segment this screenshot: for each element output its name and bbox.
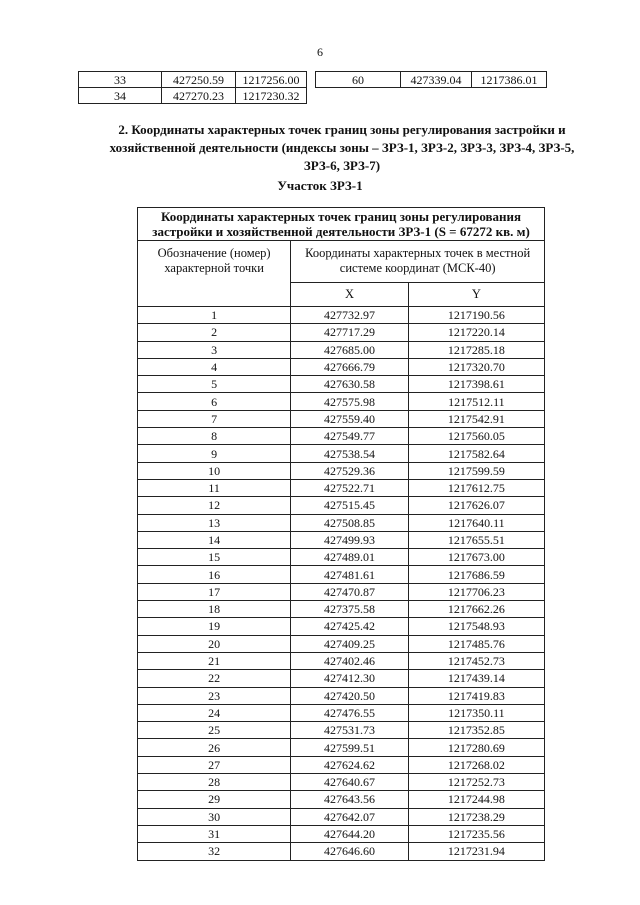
table-row [138,376,545,393]
table-row [138,618,545,635]
table-row [138,739,545,756]
x-coordinate-cell: 427624.62 [291,756,408,773]
x-coordinate-cell: 427644.20 [291,825,408,842]
table-row [138,756,545,773]
x-coordinate-cell: 427412.30 [291,670,408,687]
y-coordinate-cell: 1217220.14 [408,324,544,341]
table-row [138,358,545,375]
y-coordinate-cell: 1217560.05 [408,428,544,445]
table-row [138,462,545,479]
table-row [79,88,307,104]
y-coordinate-cell: 1217235.56 [408,825,544,842]
table-row [138,428,545,445]
point-number-cell: 25 [138,722,291,739]
point-number-cell: 16 [138,566,291,583]
plot-title: Участок ЗРЗ-1 [277,178,363,193]
point-number-cell: 19 [138,618,291,635]
table-row [138,601,545,618]
point-number-cell: 3 [138,341,291,358]
coordinates-table [137,207,545,861]
table-row [138,514,545,531]
point-number-cell: 14 [138,531,291,548]
table-row [138,479,545,496]
previous-table-left [78,71,307,104]
point-number-cell: 6 [138,393,291,410]
table-row [138,393,545,410]
table-row [138,549,545,566]
x-coordinate-cell: 427531.73 [291,722,408,739]
x-coordinate-cell: 427481.61 [291,566,408,583]
coords-column-header: Координаты характерных точек в местной системе координат (МСК-40) [291,241,545,283]
x-coordinate-cell: 427250.59 [162,72,236,88]
y-coordinate-cell: 1217599.59 [408,462,544,479]
y-coordinate-cell: 1217231.94 [408,843,544,860]
y-coordinate-cell: 1217285.18 [408,341,544,358]
x-coordinate-cell: 427732.97 [291,307,408,324]
point-number-cell: 29 [138,791,291,808]
x-coordinate-cell: 427646.60 [291,843,408,860]
table-row [138,825,545,842]
x-coordinate-cell: 427508.85 [291,514,408,531]
table-row [79,72,307,88]
x-coordinate-cell: 427476.55 [291,704,408,721]
point-number-cell: 17 [138,583,291,600]
point-number-cell: 21 [138,652,291,669]
y-coordinate-cell: 1217386.01 [472,72,547,88]
y-coordinate-cell: 1217512.11 [408,393,544,410]
table-row [316,72,547,88]
point-number-cell: 18 [138,601,291,618]
y-coordinate-cell: 1217230.32 [236,88,307,104]
x-coordinate-cell: 427409.25 [291,635,408,652]
y-column-header: Y [408,282,544,306]
point-number-cell: 20 [138,635,291,652]
table-row [138,670,545,687]
y-coordinate-cell: 1217485.76 [408,635,544,652]
table-row [138,497,545,514]
y-coordinate-cell: 1217612.75 [408,479,544,496]
table-row [138,307,545,324]
table-row [138,652,545,669]
point-number-cell: 34 [79,88,162,104]
y-coordinate-cell: 1217686.59 [408,566,544,583]
y-coordinate-cell: 1217350.11 [408,704,544,721]
y-coordinate-cell: 1217190.56 [408,307,544,324]
y-coordinate-cell: 1217280.69 [408,739,544,756]
y-coordinate-cell: 1217320.70 [408,358,544,375]
point-number-cell: 26 [138,739,291,756]
x-coordinate-cell: 427559.40 [291,410,408,427]
x-coordinate-cell: 427425.42 [291,618,408,635]
table-row [138,687,545,704]
table-caption: Координаты характерных точек границ зоны регулирования застройки и хозяйственной деятельности ЗРЗ-1 (S = 67272 кв. м) [138,208,545,241]
x-coordinate-cell: 427685.00 [291,341,408,358]
y-coordinate-cell: 1217256.00 [236,72,307,88]
y-coordinate-cell: 1217626.07 [408,497,544,514]
x-coordinate-cell: 427499.93 [291,531,408,548]
previous-table-right [315,71,547,88]
table-row [138,341,545,358]
y-coordinate-cell: 1217673.00 [408,549,544,566]
y-coordinate-cell: 1217268.02 [408,756,544,773]
x-coordinate-cell: 427420.50 [291,687,408,704]
x-coordinate-cell: 427642.07 [291,808,408,825]
x-coordinate-cell: 427643.56 [291,791,408,808]
point-number-cell: 5 [138,376,291,393]
x-column-header: X [291,282,408,306]
x-coordinate-cell: 427529.36 [291,462,408,479]
x-coordinate-cell: 427599.51 [291,739,408,756]
point-number-cell: 60 [316,72,401,88]
point-number-cell: 32 [138,843,291,860]
table-row [138,791,545,808]
y-coordinate-cell: 1217439.14 [408,670,544,687]
y-coordinate-cell: 1217548.93 [408,618,544,635]
point-number-cell: 24 [138,704,291,721]
y-coordinate-cell: 1217419.83 [408,687,544,704]
table-row [138,324,545,341]
point-column-header: Обозначение (номер) характерной точки [138,241,291,307]
table-row [138,410,545,427]
table-row [138,722,545,739]
y-coordinate-cell: 1217238.29 [408,808,544,825]
point-number-cell: 27 [138,756,291,773]
x-coordinate-cell: 427666.79 [291,358,408,375]
point-number-cell: 4 [138,358,291,375]
y-coordinate-cell: 1217640.11 [408,514,544,531]
y-coordinate-cell: 1217352.85 [408,722,544,739]
point-number-cell: 2 [138,324,291,341]
x-coordinate-cell: 427470.87 [291,583,408,600]
table-row [138,531,545,548]
y-coordinate-cell: 1217582.64 [408,445,544,462]
table-row [138,635,545,652]
x-coordinate-cell: 427717.29 [291,324,408,341]
point-number-cell: 10 [138,462,291,479]
section-heading: 2. Координаты характерных точек границ зоны регулирования застройки и хозяйственной деятельности (индексы зоны – ЗРЗ-1, ЗРЗ-2, ЗРЗ-3, ЗРЗ-4, ЗРЗ-5, ЗРЗ-6, ЗРЗ-7) [109,122,575,173]
point-number-cell: 12 [138,497,291,514]
table-row [138,808,545,825]
x-coordinate-cell: 427270.23 [162,88,236,104]
table-row [138,445,545,462]
x-coordinate-cell: 427402.46 [291,652,408,669]
point-number-cell: 8 [138,428,291,445]
point-number-cell: 1 [138,307,291,324]
table-row [138,704,545,721]
y-coordinate-cell: 1217252.73 [408,774,544,791]
x-coordinate-cell: 427489.01 [291,549,408,566]
table-row [138,774,545,791]
point-number-cell: 15 [138,549,291,566]
point-number-cell: 23 [138,687,291,704]
point-number-cell: 28 [138,774,291,791]
table-row [138,566,545,583]
point-number-cell: 33 [79,72,162,88]
x-coordinate-cell: 427339.04 [401,72,472,88]
y-coordinate-cell: 1217542.91 [408,410,544,427]
y-coordinate-cell: 1217398.61 [408,376,544,393]
table-row [138,583,545,600]
point-number-cell: 7 [138,410,291,427]
point-number-cell: 9 [138,445,291,462]
point-number-cell: 13 [138,514,291,531]
x-coordinate-cell: 427575.98 [291,393,408,410]
page-number: 6 [317,45,323,59]
y-coordinate-cell: 1217244.98 [408,791,544,808]
y-coordinate-cell: 1217452.73 [408,652,544,669]
point-number-cell: 30 [138,808,291,825]
point-number-cell: 22 [138,670,291,687]
x-coordinate-cell: 427549.77 [291,428,408,445]
y-coordinate-cell: 1217655.51 [408,531,544,548]
y-coordinate-cell: 1217662.26 [408,601,544,618]
point-number-cell: 11 [138,479,291,496]
table-row [138,843,545,860]
x-coordinate-cell: 427630.58 [291,376,408,393]
point-number-cell: 31 [138,825,291,842]
x-coordinate-cell: 427538.54 [291,445,408,462]
x-coordinate-cell: 427522.71 [291,479,408,496]
x-coordinate-cell: 427375.58 [291,601,408,618]
x-coordinate-cell: 427640.67 [291,774,408,791]
y-coordinate-cell: 1217706.23 [408,583,544,600]
x-coordinate-cell: 427515.45 [291,497,408,514]
